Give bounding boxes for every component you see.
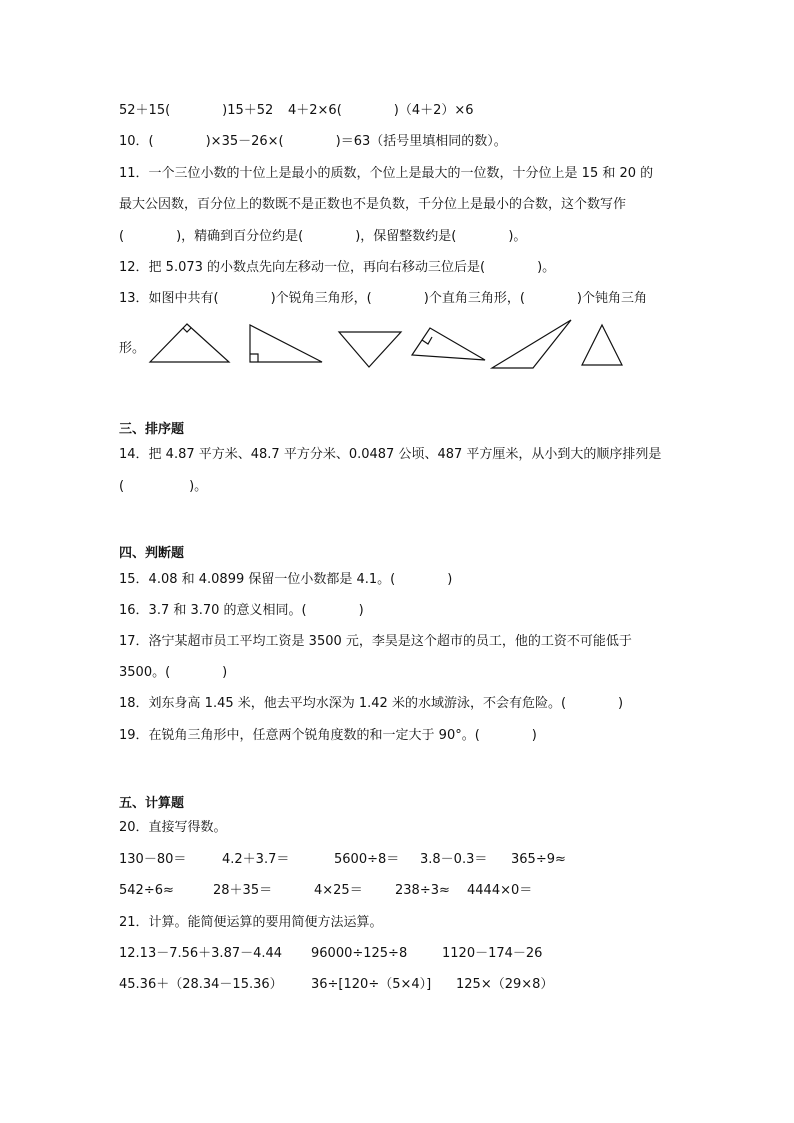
question-16: 16．3.7 和 3.70 的意义相同。( ) [119, 603, 364, 618]
triangle-acute-inverted [339, 332, 401, 367]
right-angle-mark-2 [250, 354, 258, 362]
q21-row2-item: 45.36＋（28.34－15.36） [119, 977, 283, 992]
q20-row2-item: 4444×0＝ [467, 883, 533, 898]
right-angle-mark-1 [183, 328, 191, 332]
question-15: 15．4.08 和 4.0899 保留一位小数都是 4.1。( ) [119, 572, 453, 587]
triangle-right-tilted [412, 328, 485, 360]
question-20-title: 20．直接写得数。 [119, 820, 227, 835]
q20-row2-item: 542÷6≈ [119, 883, 174, 898]
question-14-line1: 14．把 4.87 平方米、48.7 平方分米、0.0487 公顷、487 平方厘米，从小到大的顺序排列是 [119, 447, 662, 462]
question-17-line1: 17．洛宁某超市员工平均工资是 3500 元，李昊是这个超市的员工，他的工资不可能低于 [119, 634, 632, 649]
question-11-line2: 最大公因数，百分位上的数既不是正数也不是负数，千分位上是最小的合数，这个数写作 [119, 197, 627, 212]
question-11-line1: 11．一个三位小数的十位上是最小的质数，个位上是最大的一位数，十分位上是 15 和 20 的 [119, 166, 654, 181]
section-5-title: 五、计算题 [119, 796, 185, 811]
question-11-line3: ( )，精确到百分位约是( )，保留整数约是( )。 [119, 229, 527, 244]
question-12: 12．把 5.073 的小数点先向左移动一位，再向右移动三位后是( )。 [119, 260, 556, 275]
triangles-figure [140, 315, 640, 377]
section-3-title: 三、排序题 [119, 422, 185, 437]
q9-comparison-left: 52＋15( )15＋52 [119, 103, 274, 118]
question-19: 19．在锐角三角形中，任意两个锐角度数的和一定大于 90°。( ) [119, 728, 537, 743]
question-17-line2: 3500。( ) [119, 665, 228, 680]
q20-row2-item: 4×25＝ [314, 883, 363, 898]
q21-row1-item: 12.13－7.56＋3.87－4.44 [119, 946, 283, 961]
q21-row2-item: 36÷[120÷（5×4）] [311, 977, 432, 992]
q20-row2-item: 28＋35＝ [213, 883, 273, 898]
q20-row1-item: 130－80＝ [119, 852, 187, 867]
triangle-right-bottom-left [250, 325, 322, 362]
q20-row1-item: 4.2＋3.7＝ [222, 852, 290, 867]
question-13-line1: 13．如图中共有( )个锐角三角形，( )个直角三角形，( )个钝角三角 [119, 291, 647, 306]
q20-row1-item: 365÷9≈ [511, 852, 566, 867]
question-10: 10．( )×35－26×( )＝63（括号里填相同的数）。 [119, 134, 507, 149]
q20-row2-item: 238÷3≈ [395, 883, 450, 898]
question-21-title: 21．计算。能简便运算的要用简便方法运算。 [119, 915, 383, 930]
question-13-line2: 形。 [119, 341, 146, 356]
q21-row1-item: 96000÷125÷8 [311, 946, 408, 961]
section-4-title: 四、判断题 [119, 546, 185, 561]
triangle-acute [582, 325, 622, 365]
q21-row2-item: 125×（29×8） [456, 977, 554, 992]
question-14-line2: ( )。 [119, 479, 208, 494]
q20-row1-item: 3.8－0.3＝ [420, 852, 488, 867]
question-18: 18．刘东身高 1.45 米，他去平均水深为 1.42 米的水域游泳，不会有危险。( ) [119, 696, 624, 711]
q21-row1-item: 1120－174－26 [442, 946, 543, 961]
triangle-obtuse [492, 320, 571, 368]
q9-comparison-right: 4＋2×6( )（4＋2）×6 [288, 103, 474, 118]
q20-row1-item: 5600÷8＝ [334, 852, 400, 867]
